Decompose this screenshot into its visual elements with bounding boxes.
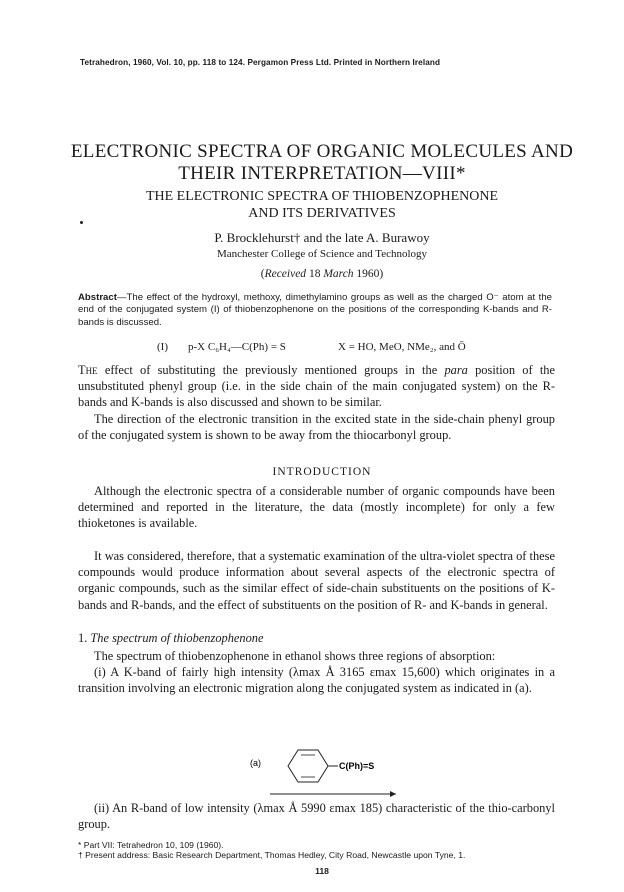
author-1: P. Brocklehurst† — [214, 230, 301, 245]
structure-label: (a) — [250, 758, 261, 768]
author-joiner: and the late — [300, 230, 367, 245]
paragraph-2: The direction of the electronic transition in the excited state in the side-chain phenyl group of the conjugated system is shown to be away from the thiocarbonyl group. — [78, 412, 555, 443]
introduction-heading: INTRODUCTION — [272, 466, 372, 478]
structure-a-diagram — [250, 742, 400, 800]
paragraph-5: The spectrum of thiobenzophenone in ethanol shows three regions of absorption: (i) A K-band of fairly high intensity (λmax Å 3165 εmax 15,600) which originates in a transition involving an electronic migration along the conjugated system as indicated in (a). — [78, 649, 555, 696]
footnote-star: * Part VII: Tetrahedron 10, 109 (1960). — [78, 840, 224, 850]
abstract-text: —The effect of the hydroxyl, methoxy, dimethylamino groups as well as the charged O⁻ atom at the end of the conjugated system (I) of thiobenzophenone on the positions of the corresponding K-bands and R-bands is discussed. — [78, 292, 552, 328]
formula-number: (I) — [157, 341, 168, 353]
abstract — [78, 292, 552, 329]
paragraph-4: It was considered, therefore, that a systematic examination of the ultra-violet spectra of these compounds would produce information about several aspects of the electronic spectra of organic compounds, such as the similar effect of side-chain substituents on the positions of K-bands and R-bands, and the effect of substituents on the position of R- and K-bands in general. — [78, 549, 555, 612]
title-line-1: ELECTRONIC SPECTRA OF ORGANIC MOLECULES AND — [70, 141, 574, 162]
subtitle-line-2: AND ITS DERIVATIVES — [248, 206, 396, 221]
author-2: A. Burawoy — [366, 230, 430, 245]
footnotes — [78, 840, 555, 860]
formula-structure: p-X C₆H₄—C(Ph) = S — [188, 341, 286, 353]
formula-substituents: X = HO, MeO, NMe₂, and Ō — [338, 341, 466, 353]
structure-group: C(Ph)=S — [339, 761, 375, 771]
subtitle-line-1: THE ELECTRONIC SPECTRA OF THIOBENZOPHENONE — [145, 189, 499, 204]
journal-citation: Tetrahedron, 1960, Vol. 10, pp. 118 to 124. Pergamon Press Ltd. Printed in Northern Ireland — [80, 58, 441, 67]
footnote-dagger: † Present address: Basic Research Department, Thomas Hedley, City Road, Newcastle upon Tyne, 1. — [78, 850, 466, 861]
title-line-2: THEIR INTERPRETATION—VIII* — [178, 163, 466, 184]
paragraph-3: Although the electronic spectra of a considerable number of organic compounds have been determined and reported in the literature, the data (mostly incomplete) for only a few thioketones is available. — [78, 484, 555, 531]
authors — [60, 230, 584, 246]
abstract-label: Abstract — [78, 292, 117, 303]
affiliation: Manchester College of Science and Technology — [216, 248, 428, 260]
section-heading: 1. The spectrum of thiobenzophenone — [78, 631, 264, 645]
paragraph-6: (ii) An R-band of low intensity (λmax Å 5990 εmax 185) characteristic of the thio-carbonyl group. — [78, 801, 555, 832]
received-date: (Received 18 March 1960) — [260, 268, 384, 280]
paragraph-1: The effect of substituting the previously mentioned groups in the para position of the unsubstituted phenyl group (i.e. in the side chain of the main conjugated system) on the R-bands and K-bands is also discussed and shown to be similar. — [78, 363, 555, 410]
margin-mark — [80, 221, 83, 224]
page-number: 118 — [315, 866, 329, 876]
